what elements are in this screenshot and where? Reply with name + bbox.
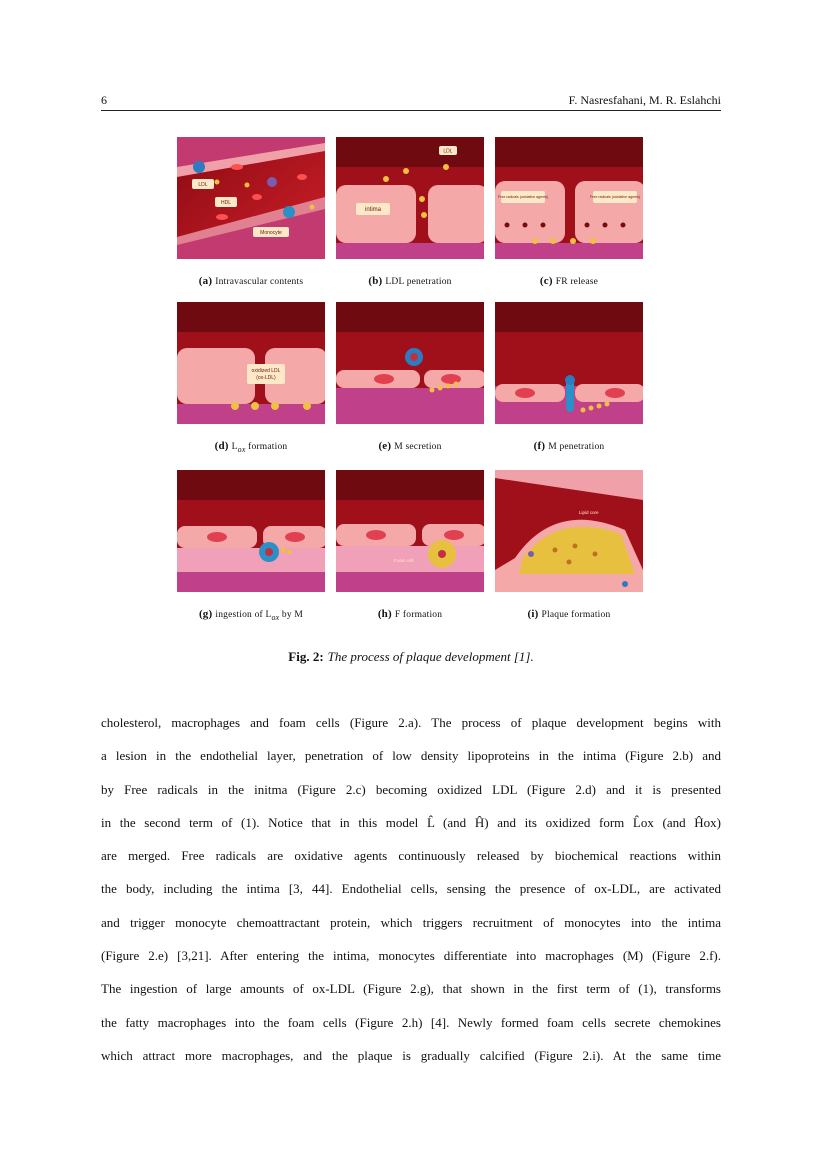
panel-a-label-hdl: HDL (220, 200, 232, 206)
panel-a-label-ldl: LDL (198, 182, 208, 188)
figure-caption-label: Fig. 2: (288, 649, 324, 664)
panel-h-label-foam-cell: Foam cell (394, 558, 414, 563)
panel-h-illustration (336, 470, 484, 592)
body-line-11: which attract more macrophages, and the plaque is gradually calcified (Figure 2.i). At the same time (101, 1047, 721, 1063)
panel-b-image (336, 137, 484, 259)
subcaption-g-sub: ox (271, 612, 280, 622)
panel-a-label-monocyte: Monocyte (260, 230, 282, 236)
subcaption-a-letter: (a) (198, 275, 213, 287)
subcaption-i (469, 608, 669, 620)
subcaption-d-sub: ox (237, 444, 246, 454)
subcaption-f-letter: (f) (533, 440, 546, 452)
body-line-10: the fatty macrophages into the foam cells (Figure 2.h) [4]. Newly formed foam cells secrete chemokines (101, 1014, 721, 1030)
subcaption-b-text: LDL penetration (385, 277, 452, 287)
subcaption-h-text: F formation (394, 610, 443, 620)
panel-d-label-oxldl-abbr: (ox-LDL) (256, 375, 276, 381)
page-header (101, 92, 721, 111)
subcaption-h-letter: (h) (377, 608, 392, 620)
subcaption-i-letter: (i) (527, 608, 539, 620)
panel-c-label-fr-left: Free radicals (oxidative agents) (497, 195, 549, 199)
panel-h-image (336, 470, 484, 592)
subcaption-c-text: FR release (555, 277, 599, 287)
panel-a-illustration (177, 137, 325, 259)
subcaption-c (469, 275, 669, 287)
body-line-7: and trigger monocyte chemoattractant protein, which triggers recruitment of monocytes into the intima (101, 914, 721, 930)
panel-b-label-ldl: LDL (443, 148, 453, 155)
panel-g-image (177, 470, 325, 592)
subcaption-b-letter: (b) (368, 275, 383, 287)
body-line-6: the body, including the intima [3, 44]. Endothelial cells, sensing the presence of ox-LDL, are activated (101, 881, 721, 897)
subcaption-d-text: L (231, 442, 238, 452)
figure-caption (101, 649, 721, 665)
body-line-4: in the second term of (1). Notice that in this model L̂ (and Ĥ) and its oxidized form L̂ox (and Ĥox) (101, 814, 721, 830)
body-line-9: The ingestion of large amounts of ox-LDL (Figure 2.g), that shown in the first term of (1), transforms (101, 981, 721, 997)
panel-e-illustration (336, 302, 484, 424)
panel-g-illustration (177, 470, 325, 592)
subcaption-e-letter: (e) (378, 440, 392, 452)
panel-c-image (495, 137, 643, 259)
body-line-1: cholesterol, macrophages and foam cells (Figure 2.a). The process of plaque development begins with (101, 715, 721, 730)
subcaption-g-letter: (g) (198, 608, 213, 620)
figure-caption-text: The process of plaque development [1]. (327, 649, 534, 664)
subcaption-d-rest: formation (245, 442, 288, 452)
subcaption-d-letter: (d) (214, 440, 229, 452)
panel-i-illustration (495, 470, 643, 592)
panel-b-label-intima: intima (364, 207, 382, 213)
subcaption-g-text: ingestion of L (215, 610, 272, 620)
panel-d-illustration (177, 302, 325, 424)
running-authors: F. Nasresfahani, M. R. Eslahchi (568, 93, 721, 107)
panel-f-illustration (495, 302, 643, 424)
page-number: 6 (101, 93, 107, 107)
panel-c-illustration (495, 137, 643, 259)
body-line-3: by Free radicals in the initma (Figure 2.c) becoming oxidized LDL (Figure 2.d) and it is presented (101, 781, 721, 797)
body-line-5: are merged. Free radicals are oxidative agents continuously released by biochemical reactions within (101, 848, 721, 864)
panel-f-image (495, 302, 643, 424)
panel-d-image (177, 302, 325, 424)
panel-e-image (336, 302, 484, 424)
subcaption-c-letter: (c) (539, 275, 553, 287)
panel-b-illustration (336, 137, 484, 259)
subcaption-f-text: M penetration (548, 442, 605, 452)
subcaption-g-rest: by M (279, 610, 304, 620)
panel-c-label-fr-right: Free radicals (oxidative agents) (589, 195, 641, 199)
subcaption-e-text: M secretion (394, 442, 442, 452)
subcaption-a-text: Intravascular contents (215, 277, 304, 287)
body-paragraph (101, 706, 721, 1072)
panel-i-image (495, 470, 643, 592)
body-line-2: a lesion in the endothelial layer, penetration of low density lipoproteins in the intima (Figure 2.b) and (101, 748, 721, 764)
body-line-8: (Figure 2.e) [3,21]. After entering the intima, monocytes differentiate into macrophages (M) (Figure 2.f). (101, 948, 721, 964)
panel-a-image (177, 137, 325, 259)
panel-i-label-lipid-core: Lipid core (579, 510, 599, 515)
panel-d-label-oxldl: oxidized LDL (251, 368, 281, 374)
subcaption-f (469, 440, 669, 452)
subcaption-i-text: Plaque formation (541, 610, 611, 620)
